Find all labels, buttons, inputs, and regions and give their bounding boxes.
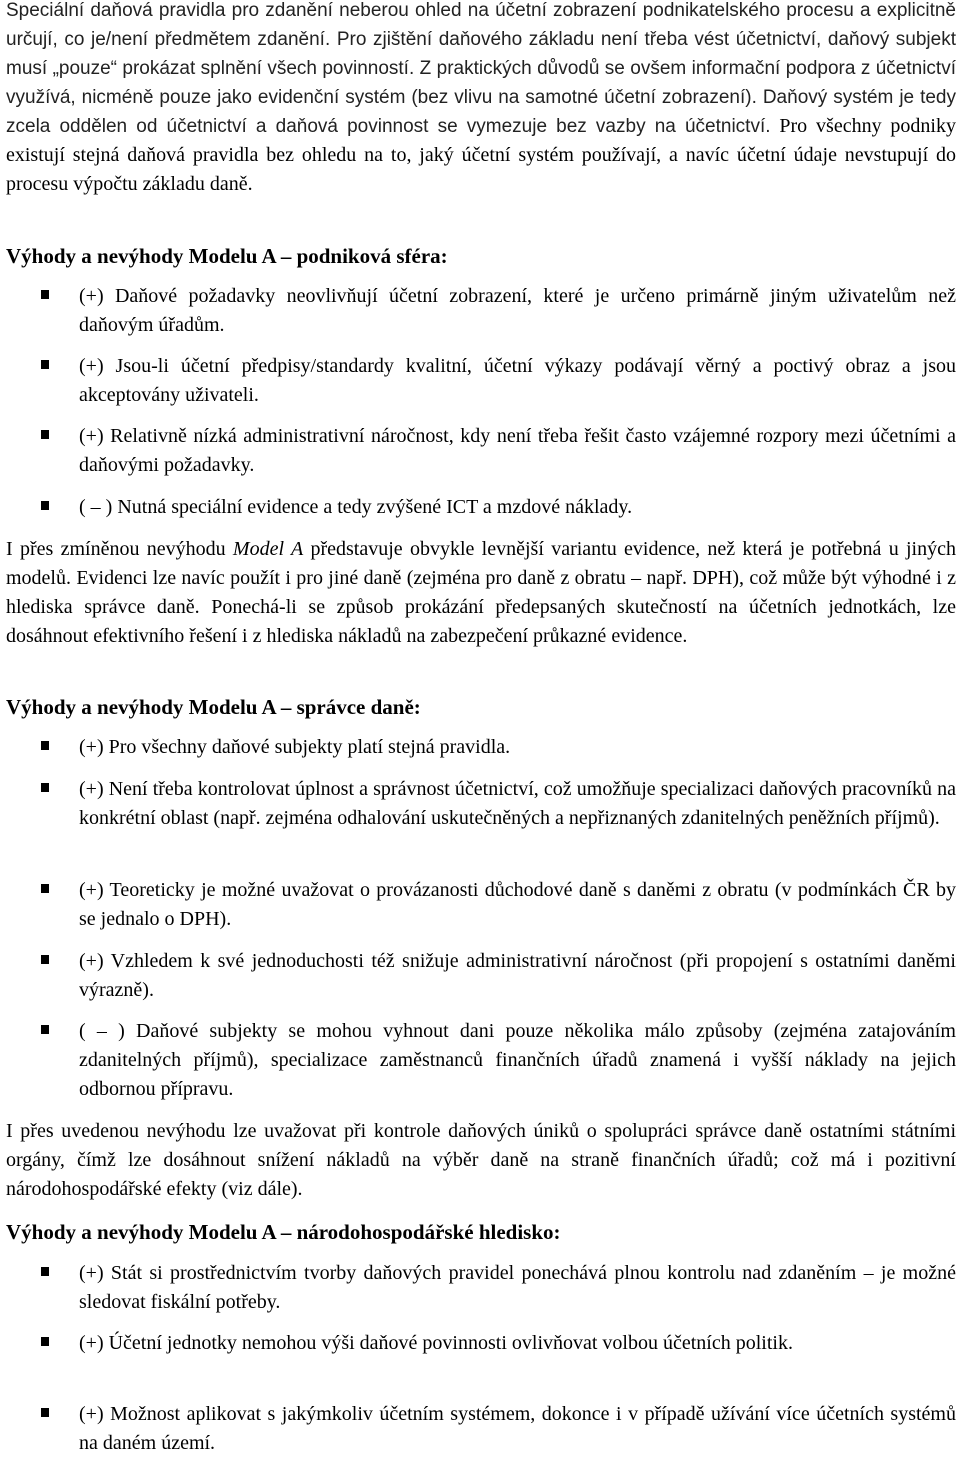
list-item: [6, 775, 956, 833]
list-item-text: (+) Teoreticky je možné uvažovat o provázanosti důchodové daně s daněmi z obratu (v podmínkách ČR by se jednalo o DPH).: [79, 879, 956, 930]
heading-narodohospodarske: Výhody a nevýhody Modelu A – národohospodářské hledisko:: [6, 1220, 561, 1244]
square-bullet-icon: [41, 741, 49, 750]
list-item-text: (+) Vzhledem k své jednoduchosti též snižuje administrativní náročnost (při propojení s ostatními daněmi výrazně).: [79, 950, 956, 1001]
model-a-paragraph-after: představuje obvykle levnější variantu evidence, než která je potřebná u jiných modelů. Evidenci lze navíc použít i pro jiné daně (zejména pro daně z obratu – např. DPH), což může být výhodné i z hlediska správce daně. Ponechá-li se způsob prokázání předepsaných skutečností na účetních jednotkách, lze dosáhnout efektivního řešení i z hlediska nákladů na zabezpečení průkazné evidence.: [6, 538, 956, 647]
square-bullet-icon: [41, 1408, 49, 1417]
list-item: [6, 282, 956, 340]
list-item-text: (+) Účetní jednotky nemohou výši daňové povinnosti ovlivňovat volbou účetních politik.: [79, 1332, 793, 1354]
list-item-text: ( – ) Daňové subjekty se mohou vyhnout dani pouze několika málo způsoby (zejména zatajováním zdanitelných příjmů), specializace zaměstnanců finančních úřadů znamená i vyšší náklady na jejich odbornou přípravu.: [79, 1020, 956, 1100]
list-item: [6, 733, 956, 762]
list-item-text: (+) Možnost aplikovat s jakýmkoliv účetním systémem, dokonce i v případě užívání více účetních systémů na daném území.: [79, 1403, 956, 1454]
list-item: [6, 1017, 956, 1104]
tax-evasion-paragraph: [6, 1117, 956, 1204]
square-bullet-icon: [41, 955, 49, 964]
square-bullet-icon: [41, 501, 49, 510]
square-bullet-icon: [41, 290, 49, 299]
list-item: [6, 352, 956, 410]
list-item: [6, 1259, 956, 1317]
square-bullet-icon: [41, 884, 49, 893]
tax-evasion-text: I přes uvedenou nevýhodu lze uvažovat při kontrole daňových úniků o spolupráci správce daně ostatními státními orgány, čímž lze dosáhnout snížení nákladů na výběr daně na straně finančních úřadů; což má i pozitivní národohospodářské efekty (viz dále).: [6, 1120, 956, 1200]
model-a-paragraph-before: I přes zmíněnou nevýhodu: [6, 538, 233, 560]
list-item: [6, 876, 956, 934]
square-bullet-icon: [41, 360, 49, 369]
intro-paragraph: [6, 0, 956, 199]
list-item: [6, 1400, 956, 1458]
list-item: [6, 493, 956, 522]
model-a-paragraph: [6, 535, 956, 651]
list-item: [6, 422, 956, 480]
list-item: [6, 1329, 956, 1358]
intro-paragraph-part1: Speciální daňová pravidla pro zdanění neberou ohled na účetní zobrazení podnikatelského procesu a explicitně určují, co je/není předmětem zdanění. Pro zjištění daňového základu není třeba vést účetnictví, daňový subjekt musí „pouze“ prokázat splnění všech povinností. Z praktických důvodů se ovšem informační podpora z účetnictví využívá, nicméně pouze jako evidenční systém (bez vlivu na samotné účetní zobrazení). Daňový systém je tedy zcela oddělen od účetnictví a daňová povinnost se vymezuje bez vazby na účetnictví.: [6, 0, 956, 137]
list-item-text: (+) Stát si prostřednictvím tvorby daňových pravidel ponechává plnou kontrolu nad zdaněním – je možné sledovat fiskální potřeby.: [79, 1262, 956, 1313]
square-bullet-icon: [41, 1025, 49, 1034]
heading-podnikova-sfera: Výhody a nevýhody Modelu A – podniková sféra:: [6, 244, 448, 268]
list-item-text: (+) Relativně nízká administrativní náročnost, kdy není třeba řešit často vzájemné rozpory mezi účetními a daňovými požadavky.: [79, 425, 956, 476]
list-item-text: (+) Není třeba kontrolovat úplnost a správnost účetnictví, což umožňuje specializaci daňových pracovníků na konkrétní oblast (např. zejména odhalování uskutečněných a nepřiznaných zdanitelných peněžních příjmů).: [79, 778, 956, 829]
heading-spravce-dane: Výhody a nevýhody Modelu A – správce daně:: [6, 695, 421, 719]
list-item-text: (+) Pro všechny daňové subjekty platí stejná pravidla.: [79, 736, 511, 758]
intro-paragraph-part2: Pro všechny podniky existují stejná daňová pravidla bez ohledu na to, jaký účetní systém používají, a navíc účetní údaje nevstupují do procesu výpočtu základu daně.: [6, 115, 956, 195]
square-bullet-icon: [41, 1267, 49, 1276]
list-item-text: (+) Daňové požadavky neovlivňují účetní zobrazení, které je určeno primárně jiným uživatelům než daňovým úřadům.: [79, 285, 956, 336]
list-item-text: (+) Jsou-li účetní předpisy/standardy kvalitní, účetní výkazy podávají věrný a poctivý obraz a jsou akceptovány uživateli.: [79, 355, 956, 406]
square-bullet-icon: [41, 783, 49, 792]
list-item: [6, 947, 956, 1005]
square-bullet-icon: [41, 430, 49, 439]
list-item-text: ( – ) Nutná speciální evidence a tedy zvýšené ICT a mzdové náklady.: [79, 496, 633, 518]
model-a-name: Model A: [232, 538, 304, 560]
square-bullet-icon: [41, 1337, 49, 1346]
